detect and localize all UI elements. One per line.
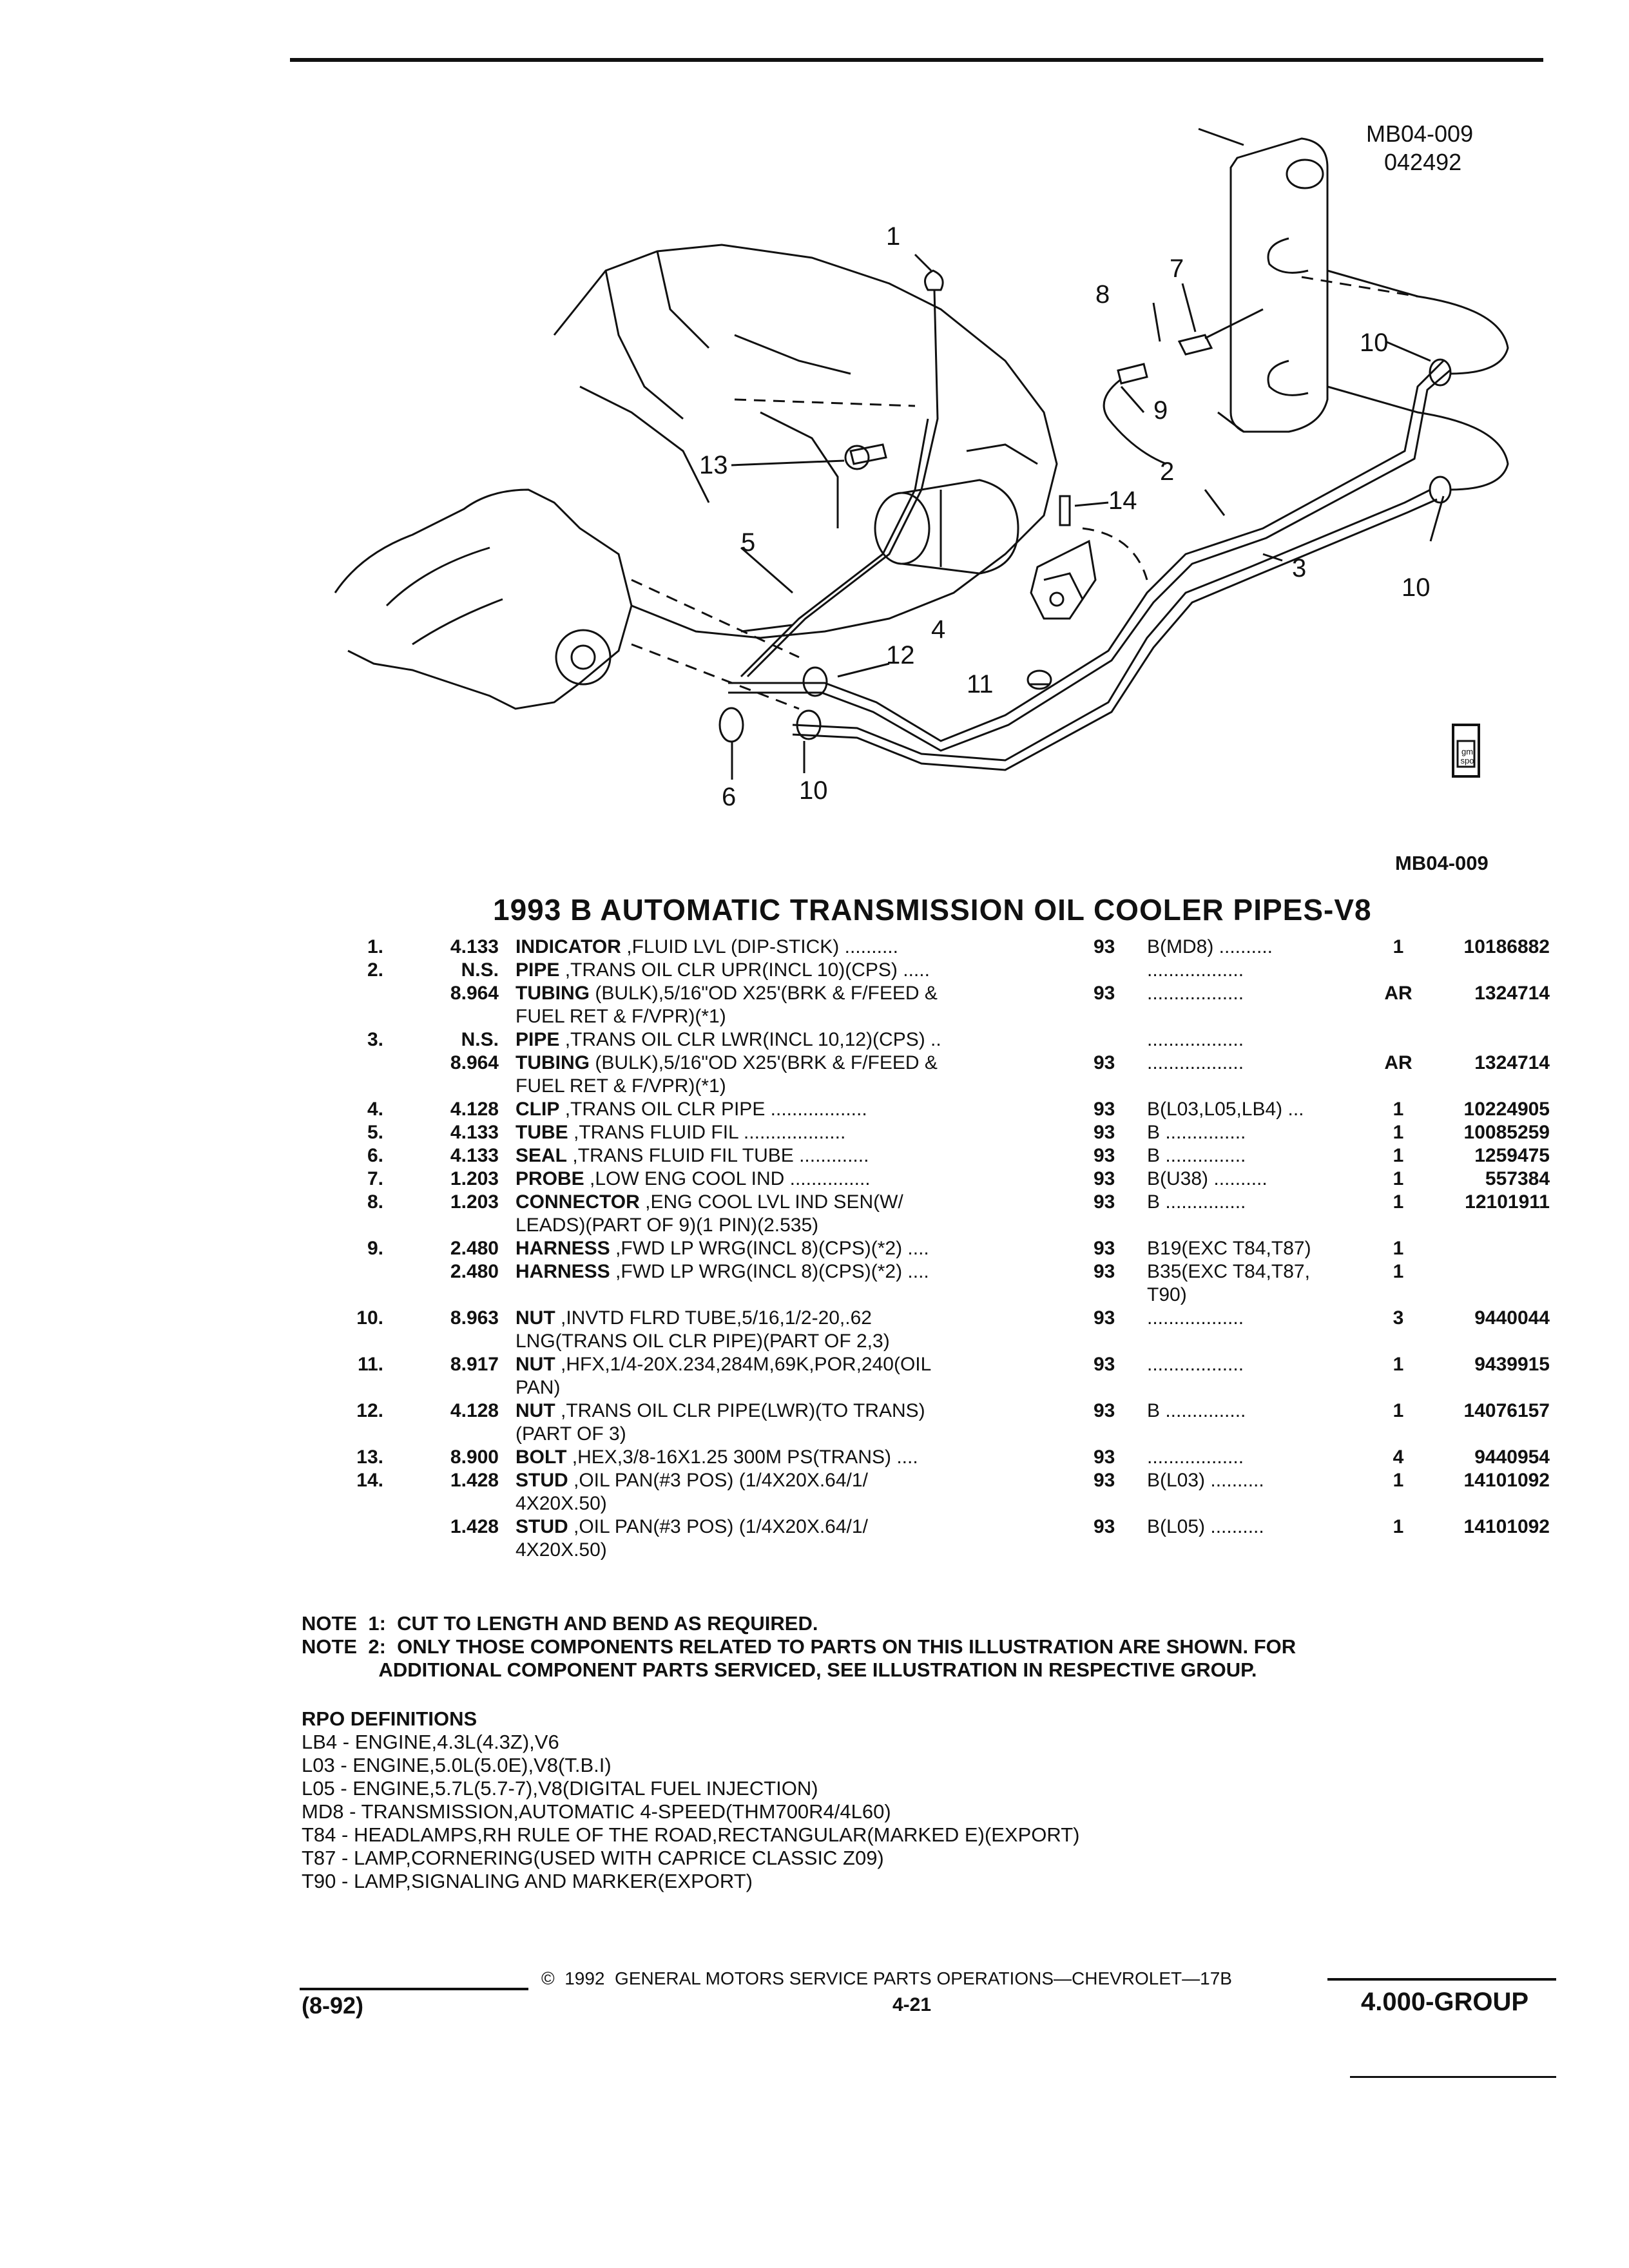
- item-number: 4.: [367, 1099, 383, 1120]
- part-number: 9440044: [1474, 1307, 1550, 1329]
- footer-date: (8-92): [302, 1992, 364, 2019]
- part-detail: FUEL RET & F/VPR)(*1): [516, 1006, 726, 1027]
- group-label: 4.000-GROUP: [1361, 1988, 1529, 2016]
- part-description: [516, 1376, 560, 1399]
- group-code: 1.203: [450, 1168, 499, 1189]
- model-year: 93: [1094, 1307, 1115, 1329]
- footer-rule-left: [300, 1988, 528, 1990]
- part-description: [516, 959, 930, 982]
- callout-14: 14: [1108, 486, 1137, 515]
- part-description: [516, 1423, 626, 1446]
- part-description: [516, 1144, 869, 1168]
- model-usage: B(L03) ..........: [1147, 1470, 1264, 1491]
- part-number: 1259475: [1474, 1145, 1550, 1166]
- table-row: [0, 1307, 1629, 1330]
- table-row: [0, 959, 1629, 982]
- part-description: [516, 1237, 929, 1260]
- model-usage: B ...............: [1147, 1191, 1246, 1213]
- callout-4: 4: [931, 615, 946, 644]
- rpo-item: L05 - ENGINE,5.7L(5.7-7),V8(DIGITAL FUEL INJECTION): [302, 1777, 818, 1800]
- part-detail: ,LOW ENG COOL IND ...............: [590, 1168, 871, 1189]
- top-rule: [290, 58, 1543, 62]
- page-number: 4-21: [892, 1994, 932, 2015]
- quantity: AR: [1384, 1052, 1412, 1073]
- table-row: [0, 1283, 1629, 1307]
- model-year: 93: [1094, 1052, 1115, 1073]
- callout-13: 13: [699, 451, 728, 479]
- part-description: [516, 1005, 726, 1028]
- table-row: [0, 1237, 1629, 1260]
- quantity: 1: [1393, 1400, 1404, 1421]
- model-year: 93: [1094, 1354, 1115, 1375]
- part-description: [516, 1307, 872, 1330]
- part-name: HARNESS: [516, 1238, 610, 1259]
- part-number: 14101092: [1463, 1516, 1550, 1537]
- model-year: 93: [1094, 1099, 1115, 1120]
- callout-10-trans: 10: [799, 776, 828, 805]
- part-description: [516, 1539, 607, 1562]
- part-number: 10186882: [1463, 936, 1550, 957]
- part-number: 10085259: [1463, 1122, 1550, 1143]
- table-row: [0, 1469, 1629, 1492]
- quantity: 1: [1393, 1261, 1404, 1282]
- table-row: [0, 1005, 1629, 1028]
- transmission-outline: [335, 490, 631, 709]
- part-number: 557384: [1485, 1168, 1550, 1189]
- group-code: 4.128: [450, 1099, 499, 1120]
- model-usage: B ...............: [1147, 1145, 1246, 1166]
- part-name: TUBE: [516, 1122, 568, 1143]
- callout-10-radiator-upper: 10: [1360, 329, 1389, 357]
- part-detail: ,OIL PAN(#3 POS) (1/4X20X.64/1/: [574, 1516, 868, 1537]
- part-number: 14076157: [1463, 1400, 1550, 1421]
- sensor-connector: [1118, 364, 1147, 383]
- figure-code-bottom: MB04-009: [1395, 852, 1489, 874]
- quantity: 1: [1393, 1099, 1404, 1120]
- table-row: [0, 1446, 1629, 1469]
- callout-5: 5: [741, 528, 756, 557]
- table-row: [0, 1330, 1629, 1353]
- part-description: [516, 1098, 867, 1121]
- part-number: 9440954: [1474, 1446, 1550, 1468]
- table-row: [0, 1098, 1629, 1121]
- dipstick-tube: [747, 290, 938, 677]
- radiator-tank: [1231, 139, 1327, 432]
- part-detail: (BULK),5/16"OD X25'(BRK & F/FEED &: [595, 1052, 938, 1073]
- part-detail: (BULK),5/16"OD X25'(BRK & F/FEED &: [595, 983, 938, 1004]
- group-code: 8.964: [450, 1052, 499, 1073]
- model-usage: ..................: [1147, 1354, 1244, 1375]
- figure-date-code: 042492: [1384, 149, 1462, 175]
- model-usage: B ...............: [1147, 1122, 1246, 1143]
- part-detail: FUEL RET & F/VPR)(*1): [516, 1075, 726, 1097]
- gm-spo-logo-text: gm spo: [1460, 747, 1474, 765]
- table-row: [0, 982, 1629, 1005]
- part-name: HARNESS: [516, 1261, 610, 1282]
- quantity: 1: [1393, 1122, 1404, 1143]
- parts-list: [0, 936, 1629, 1562]
- callout-12: 12: [886, 641, 915, 669]
- part-detail: 4X20X.50): [516, 1539, 607, 1561]
- part-detail: ,HEX,3/8-16X1.25 300M PS(TRANS) ....: [572, 1446, 918, 1468]
- part-description: [516, 1353, 931, 1376]
- item-number: 10.: [356, 1307, 383, 1329]
- part-detail: ,INVTD FLRD TUBE,5/16,1/2-20,.62: [561, 1307, 872, 1329]
- callout-10-radiator-lower: 10: [1402, 573, 1431, 602]
- part-description: [516, 1028, 941, 1052]
- part-detail: ,TRANS FLUID FIL ...................: [574, 1122, 846, 1143]
- note-1: NOTE 1: CUT TO LENGTH AND BEND AS REQUIRED.: [302, 1612, 818, 1635]
- group-code: 8.964: [450, 983, 499, 1004]
- part-name: PROBE: [516, 1168, 584, 1189]
- exploded-view-illustration: [309, 116, 1534, 850]
- quantity: 1: [1393, 1168, 1404, 1189]
- quantity: 1: [1393, 1238, 1404, 1259]
- group-code: 2.480: [450, 1238, 499, 1259]
- part-detail: ,HFX,1/4-20X.234,284M,69K,POR,240(OIL: [561, 1354, 932, 1375]
- rpo-item: T84 - HEADLAMPS,RH RULE OF THE ROAD,RECTANGULAR(MARKED E)(EXPORT): [302, 1823, 1080, 1846]
- part-number: 10224905: [1463, 1099, 1550, 1120]
- part-detail: ,TRANS OIL CLR LWR(INCL 10,12)(CPS) ..: [564, 1029, 941, 1050]
- part-name: TUBING: [516, 1052, 590, 1073]
- callout-8: 8: [1095, 280, 1110, 309]
- group-code: 8.900: [450, 1446, 499, 1468]
- table-row: [0, 1144, 1629, 1168]
- item-number: 13.: [356, 1446, 383, 1468]
- part-description: [516, 1492, 607, 1515]
- item-number: 12.: [356, 1400, 383, 1421]
- pipe-clip: [1031, 541, 1095, 619]
- rpo-heading: RPO DEFINITIONS: [302, 1707, 477, 1730]
- group-code: 1.428: [450, 1516, 499, 1537]
- model-usage: T90): [1147, 1284, 1187, 1305]
- table-row: [0, 1353, 1629, 1376]
- callout-3: 3: [1292, 554, 1307, 582]
- table-row: [0, 1492, 1629, 1515]
- model-year: 93: [1094, 1191, 1115, 1213]
- part-number: 12101911: [1465, 1191, 1550, 1213]
- quantity: 1: [1393, 1145, 1404, 1166]
- part-name: NUT: [516, 1354, 555, 1375]
- group-code: 8.917: [450, 1354, 499, 1375]
- group-code: 4.128: [450, 1400, 499, 1421]
- part-name: BOLT: [516, 1446, 567, 1468]
- item-number: 6.: [367, 1145, 383, 1166]
- table-row: [0, 1191, 1629, 1214]
- table-row: [0, 1168, 1629, 1191]
- group-code: 4.133: [450, 1122, 499, 1143]
- quantity: 1: [1393, 1354, 1404, 1375]
- part-detail: PAN): [516, 1377, 561, 1398]
- model-year: 93: [1094, 983, 1115, 1004]
- quantity: 3: [1393, 1307, 1404, 1329]
- item-number: 1.: [367, 936, 383, 957]
- model-year: 93: [1094, 1145, 1115, 1166]
- part-name: CLIP: [516, 1099, 560, 1120]
- part-name: STUD: [516, 1516, 568, 1537]
- rpo-item: L03 - ENGINE,5.0L(5.0E),V8(T.B.I): [302, 1754, 612, 1776]
- model-year: 93: [1094, 1446, 1115, 1468]
- model-usage: B(L03,L05,LB4) ...: [1147, 1099, 1304, 1120]
- footer-bottom-rule: [1350, 2076, 1556, 2078]
- item-number: 5.: [367, 1122, 383, 1143]
- part-name: NUT: [516, 1307, 555, 1329]
- rpo-item: MD8 - TRANSMISSION,AUTOMATIC 4-SPEED(THM700R4/4L60): [302, 1800, 891, 1823]
- part-number: 1324714: [1474, 1052, 1550, 1073]
- table-row: [0, 1399, 1629, 1423]
- part-description: [516, 1446, 918, 1469]
- table-row: [0, 1423, 1629, 1446]
- part-detail: 4X20X.50): [516, 1493, 607, 1514]
- notes-section: [302, 1612, 1296, 1682]
- callout-11: 11: [967, 670, 994, 698]
- note-2: NOTE 2: ONLY THOSE COMPONENTS RELATED TO PARTS ON THIS ILLUSTRATION ARE SHOWN. FOR: [302, 1635, 1296, 1658]
- model-year: 93: [1094, 1122, 1115, 1143]
- part-name: SEAL: [516, 1145, 568, 1166]
- table-row: [0, 1539, 1629, 1562]
- model-year: 93: [1094, 1238, 1115, 1259]
- callout-6: 6: [722, 783, 737, 811]
- table-row: [0, 1075, 1629, 1098]
- part-name: TUBING: [516, 983, 590, 1004]
- model-usage: B ...............: [1147, 1400, 1246, 1421]
- part-description: [516, 1260, 929, 1283]
- note-2-cont: ADDITIONAL COMPONENT PARTS SERVICED, SEE ILLUSTRATION IN RESPECTIVE GROUP.: [302, 1658, 1257, 1681]
- part-detail: LNG(TRANS OIL CLR PIPE)(PART OF 2,3): [516, 1331, 890, 1352]
- item-number: 8.: [367, 1191, 383, 1213]
- model-usage: B19(EXC T84,T87): [1147, 1238, 1311, 1259]
- part-detail: ,OIL PAN(#3 POS) (1/4X20X.64/1/: [574, 1470, 868, 1491]
- quantity: 1: [1393, 936, 1404, 957]
- part-name: STUD: [516, 1470, 568, 1491]
- figure-code-top: MB04-009: [1366, 120, 1474, 147]
- part-description: [516, 1191, 903, 1214]
- part-description: [516, 1214, 818, 1237]
- model-year: 93: [1094, 1516, 1115, 1537]
- model-usage: ..................: [1147, 1446, 1244, 1468]
- part-detail: ,FLUID LVL (DIP-STICK) ..........: [626, 936, 898, 957]
- table-row: [0, 1028, 1629, 1052]
- table-row: [0, 1376, 1629, 1399]
- table-row: [0, 936, 1629, 959]
- part-name: NUT: [516, 1400, 555, 1421]
- page-title: 1993 B AUTOMATIC TRANSMISSION OIL COOLER PIPES-V8: [493, 893, 1372, 927]
- part-detail: ,FWD LP WRG(INCL 8)(CPS)(*2) ....: [615, 1238, 929, 1259]
- part-description: [516, 1330, 890, 1353]
- part-description: [516, 936, 898, 959]
- part-detail: ,FWD LP WRG(INCL 8)(CPS)(*2) ....: [615, 1261, 929, 1282]
- part-detail: LEADS)(PART OF 9)(1 PIN)(2.535): [516, 1215, 819, 1236]
- part-name: INDICATOR: [516, 936, 621, 957]
- engine-block-outline: [554, 245, 1057, 638]
- part-description: [516, 1121, 845, 1144]
- model-usage: B(L05) ..........: [1147, 1516, 1264, 1537]
- model-usage: B35(EXC T84,T87,: [1147, 1261, 1310, 1282]
- item-number: 2.: [367, 959, 383, 981]
- part-detail: ,TRANS OIL CLR PIPE ..................: [564, 1099, 867, 1120]
- upper-cooler-pipe: [728, 361, 1443, 741]
- part-description: [516, 1515, 868, 1539]
- quantity: 4: [1393, 1446, 1404, 1468]
- part-name: PIPE: [516, 1029, 560, 1050]
- part-name: CONNECTOR: [516, 1191, 640, 1213]
- model-usage: ..................: [1147, 1029, 1244, 1050]
- model-year: 93: [1094, 936, 1115, 957]
- part-number: 9439915: [1474, 1354, 1550, 1375]
- group-code: N.S.: [461, 1029, 499, 1050]
- quantity: 1: [1393, 1191, 1404, 1213]
- callout-1: 1: [886, 222, 901, 251]
- model-usage: ..................: [1147, 1052, 1244, 1073]
- table-row: [0, 1260, 1629, 1283]
- part-detail: ,ENG COOL LVL IND SEN(W/: [645, 1191, 903, 1213]
- item-number: 11.: [357, 1354, 383, 1375]
- rpo-definitions: [302, 1707, 1079, 1893]
- part-detail: ,TRANS FLUID FIL TUBE .............: [572, 1145, 869, 1166]
- footer-rule-right: [1327, 1978, 1556, 1981]
- table-row: [0, 1214, 1629, 1237]
- part-description: [516, 1075, 726, 1098]
- group-code: 4.133: [450, 1145, 499, 1166]
- model-usage: B(U38) ..........: [1147, 1168, 1268, 1189]
- rpo-item: T87 - LAMP,CORNERING(USED WITH CAPRICE CLASSIC Z09): [302, 1847, 884, 1869]
- part-description: [516, 982, 938, 1005]
- model-year: 93: [1094, 1400, 1115, 1421]
- rpo-item: T90 - LAMP,SIGNALING AND MARKER(EXPORT): [302, 1870, 753, 1892]
- model-usage: B(MD8) ..........: [1147, 936, 1273, 957]
- part-description: [516, 1052, 938, 1075]
- callout-7: 7: [1170, 255, 1184, 283]
- part-number: 14101092: [1463, 1470, 1550, 1491]
- group-code: 2.480: [450, 1261, 499, 1282]
- part-detail: ,TRANS OIL CLR UPR(INCL 10)(CPS) .....: [564, 959, 930, 981]
- group-code: 8.963: [450, 1307, 499, 1329]
- part-description: [516, 1168, 871, 1191]
- group-code: 1.203: [450, 1191, 499, 1213]
- part-description: [516, 1399, 925, 1423]
- item-number: 14.: [356, 1470, 383, 1491]
- model-year: 93: [1094, 1470, 1115, 1491]
- part-detail: (PART OF 3): [516, 1423, 626, 1445]
- item-number: 3.: [367, 1029, 383, 1050]
- copyright: © 1992 GENERAL MOTORS SERVICE PARTS OPERATIONS—CHEVROLET—17B: [541, 1968, 1232, 1988]
- part-description: [516, 1469, 868, 1492]
- model-year: 93: [1094, 1261, 1115, 1282]
- part-detail: ,TRANS OIL CLR PIPE(LWR)(TO TRANS): [561, 1400, 925, 1421]
- dipstick-handle: [925, 271, 943, 290]
- callout-9: 9: [1153, 396, 1168, 425]
- quantity: 1: [1393, 1470, 1404, 1491]
- table-row: [0, 1052, 1629, 1075]
- quantity: 1: [1393, 1516, 1404, 1537]
- model-year: 93: [1094, 1168, 1115, 1189]
- part-number: 1324714: [1474, 983, 1550, 1004]
- group-code: 1.428: [450, 1470, 499, 1491]
- item-number: 9.: [367, 1238, 383, 1259]
- callout-2: 2: [1160, 457, 1175, 486]
- model-usage: ..................: [1147, 959, 1244, 981]
- group-code: 4.133: [450, 936, 499, 957]
- table-row: [0, 1121, 1629, 1144]
- quantity: AR: [1384, 983, 1412, 1004]
- item-number: 7.: [367, 1168, 383, 1189]
- group-code: N.S.: [461, 959, 499, 981]
- model-usage: ..................: [1147, 1307, 1244, 1329]
- model-usage: ..................: [1147, 983, 1244, 1004]
- table-row: [0, 1515, 1629, 1539]
- rpo-item: LB4 - ENGINE,4.3L(4.3Z),V6: [302, 1731, 559, 1753]
- oil-pan-stud: [1060, 496, 1070, 525]
- part-name: PIPE: [516, 959, 560, 981]
